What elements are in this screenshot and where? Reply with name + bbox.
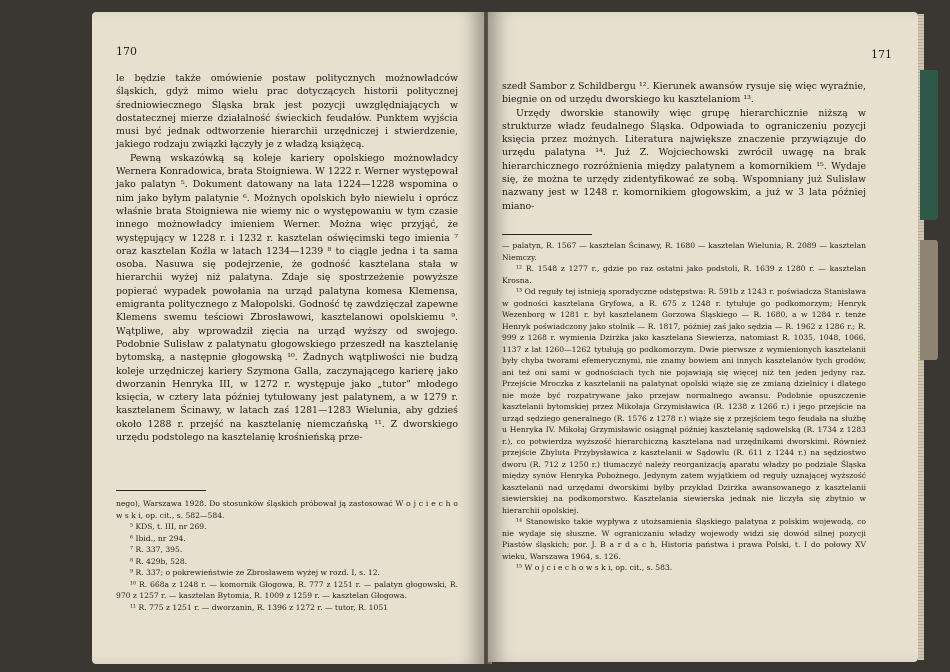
footnotes [502, 240, 866, 574]
footnote: ⁸ R. 429b, 528. [130, 556, 188, 566]
footnote-separator [116, 490, 206, 491]
footnote: ¹⁰ R. 668a z 1248 r. — komornik Głogowa, R. 777 z 1251 r. — palatyn głogowski, R. 970 z 1257 r. — kasztelan Bytomia, R. 1009 z 1259 r. — kasztelan Głogowa. [116, 579, 458, 600]
paragraph: Urzędy dworskie stanowiły więc grupę hierarchicznie niższą w strukturze władz feudalnego Śląska. Odpowiada to ograniczeniu pozycji księcia przez możnych. Literatura największe znaczenie przywiązuje do urzędu palatyna ¹⁴. Już Z. Wojciechowski zwrócił uwagę na brak hierarchicznego rozróżnienia między palatynem a komornikiem ¹⁵. Wydaje się, że można te urzędy zidentyfikować ze sobą. Wspomniany już Sulisław nazwany jest w 1248 r. komornikiem głogowskim, a już w 3 lata później miano- [502, 107, 866, 212]
paragraph: Pewną wskazówką są koleje kariery opolskiego możnowładcy Wernera Konradowica, brata Stoigniewa. W 1222 r. Werner występował jako palatyn ⁵. Dokument datowany na lata 1224—1228 wspomina o nim jako byłym palatynie ⁶. Możnych opolskich było niewielu i oprócz właśnie brata Stoigniewa nie wiemy nic o występowaniu w tym czasie innego możnowładcy imieniem Werner. Można więc przyjąć, że występujący w 1228 r. i 1232 r. kasztelan oświęcimski tego imienia ⁷ oraz kasztelan Koźla w latach 1234—1239 ⁸ to ciągle jedna i ta sama osoba. Nasuwa się podejrzenie, że godność kasztelana stała w hierarchii wyżej niż palatyna. Zdaje się spostrzeżenie powyższe popierać wypadek powołania na urząd palatyna komesa Klemensa, emigranta politycznego z Małopolski. Godność tę zawdzięczał zapewne Klemens swemu teściowi Zbrosławowi, kasztelanowi opolskiemu ⁹. Wątpliwe, aby wprowadził zięcia na urząd wyższy od swojego. Podobnie Sulisław z palatynatu głogowskiego przeszedł na kasztelanię bytomską, a następnie głogowską ¹⁰. Żadnych wątpliwości nie budzą koleje urzędniczej kariery Szymona Galla, zaczynającego karierę jako dworzanin Henryka III, w 1272 r. występuje jako „tutor” młodego księcia, w cztery lata później tytułowany jest palatynem, a w 1279 r. kasztelanem Ścinawy, w latach zaś 1281—1283 Wielunia, aby gdzieś około 1288 r. przejść na kasztelanię niemczańską ¹¹. Z dworskiego urzędu podstolego na kasztelanię krośnieńską prze- [116, 152, 458, 444]
page-number: 170 [116, 45, 137, 58]
main-text [502, 80, 866, 213]
footnote: ¹⁵ W o j c i e c h o w s k i, op. cit., s. 583. [516, 563, 673, 572]
footnote: ¹¹ R. 775 z 1251 r. — dworzanin, R. 1396 z 1272 r. — tutor, R. 1051 [130, 602, 388, 612]
footnotes [116, 498, 458, 613]
footnote: ⁷ R. 337, 395. [130, 545, 183, 554]
left-page [92, 12, 484, 664]
footnote: — palatyn, R. 1567 — kasztelan Ścinawy, R. 1680 — kasztelan Wielunia, R. 2089 — kasztelan Niemczy. [502, 241, 866, 262]
footnote: ¹³ Od reguły tej istnieją sporadyczne odstępstwa: R. 591b z 1243 r. poświadcza Stanisława w godności kasztelana Gryfowa, a R. 675 z 1248 r. tytułuje go podkomorzym; Henryk Wezenborg w 1281 r. był kasztelanem Gorzowa Śląskiego — R. 1680, a w 1284 r. tenże Henryk poświadczony jako stolnik — R. 1817, później zaś jako sędzia — R. 1962 z 1286 r.; R. 999 z 1268 r. wymienia Dzirżka jako kasztelana Siewierza, natomiast R. 1035, 1048, 1066, 1137 z lat 1260—1262 tytułują go podkomorzym. Dwie pierwsze z wymienionych kasztelanii były chyba tworami efemerycznymi, nie znamy bowiem ani innych kasztelanów tych grodów, ani też oni sami w godnościach tych nie pojawiają się więcej niż ten jeden jedyny raz. Przejście Mroczka z kasztelanii na palatynat opolski wiąże się ze zmianą dzielnicy i dlatego nie może być rozpatrywane jako przejaw normalnego awansu. Podobnie opuszczenie kasztelanii bytomskiej przez Mikołaja Grzymisławica (R. 1238 z 1266 r.) i jego przejście na urząd sędziego generalnego (R. 1576 z 1278 r.) wiąże się z przejściem tego feudała na służbę u Henryka IV. Mikołaj Grzymisławic osiągnął później kasztelanię sądowelską (R. 1734 z 1283 r.), co potwierdza wyższość hierarchiczną kasztelana nad urzędnikami dworskimi. Również przejście Zbyluta Przybysławica z kasztelanii w Sądowlu (R. 611 z 1244 r.) na sędziostwo dworu (R. 712 z 1250 r.) tłumaczyć należy reorganizacją aparatu władzy po podziale Śląska między synów Henryka Pobożnego. Jedynym zatem wyjątkiem od reguły uznającej wyższość kasztelanii nad urzędami dworskimi byłby przykład Dzirżka awansowanego z kasztelanii siewierskiej na podkomorstwo. Kasztelania siewierska jednak nie liczyła się zbytnio w hierarchii opolskiej. [502, 287, 866, 515]
main-text [116, 72, 458, 444]
footnote: ¹² R. 1548 z 1277 r., gdzie po raz ostatni jako podstoli, R. 1639 z 1280 r. — kasztelan Krosna. [502, 264, 866, 285]
footnote-separator [502, 234, 592, 235]
footnote: ⁶ Ibid., nr 294. [130, 533, 186, 543]
footnote: ⁹ R. 337; o pokrewieństwie ze Zbrosławem wyżej w rozd. I, s. 12. [130, 568, 380, 577]
footnote: ⁵ KDS, t. III, nr 269. [130, 522, 207, 531]
paragraph: szedł Sambor z Schildbergu ¹². Kierunek awansów rysuje się więc wyraźnie, biegnie on od urzędu dworskiego ku kasztelaniom ¹³. [502, 81, 866, 106]
page-number: 171 [871, 48, 892, 61]
bookmark-tab [920, 70, 938, 220]
footnote: nego), Warszawa 1928. Do stosunków śląskich próbował ją zastosować W o j c i e c h o w s k i, op. cit., s. 582—584. [116, 499, 458, 520]
paragraph: le będzie także omówienie postaw politycznych możnowładców śląskich, gdyż mimo wielu prac dotyczących historii politycznej średniowiecznego Śląska brak jest pozycji uwzględniających w dostatecznej mierze działalność świeckich feudałów. Punktem wyjścia musi być jednak odtworzenie hierarchii urzędniczej i stwierdzenie, jakiego rodzaju związki łączyły je z władzą książęcą. [116, 73, 458, 151]
right-page [488, 12, 918, 662]
footnote: ¹⁴ Stanowisko takie wypływa z utożsamienia śląskiego palatyna z polskim wojewodą, co nie wydaje się słuszne. W ograniczaniu władzy wojewody widzi się dowód silnej pozycji Piastów śląskich; por. J. B a r d a c h, Historia państwa i prawa Polski, t. I do połowy XV wieku, Warszawa 1964, s. 126. [502, 517, 866, 561]
bookmark-tab [920, 240, 938, 360]
